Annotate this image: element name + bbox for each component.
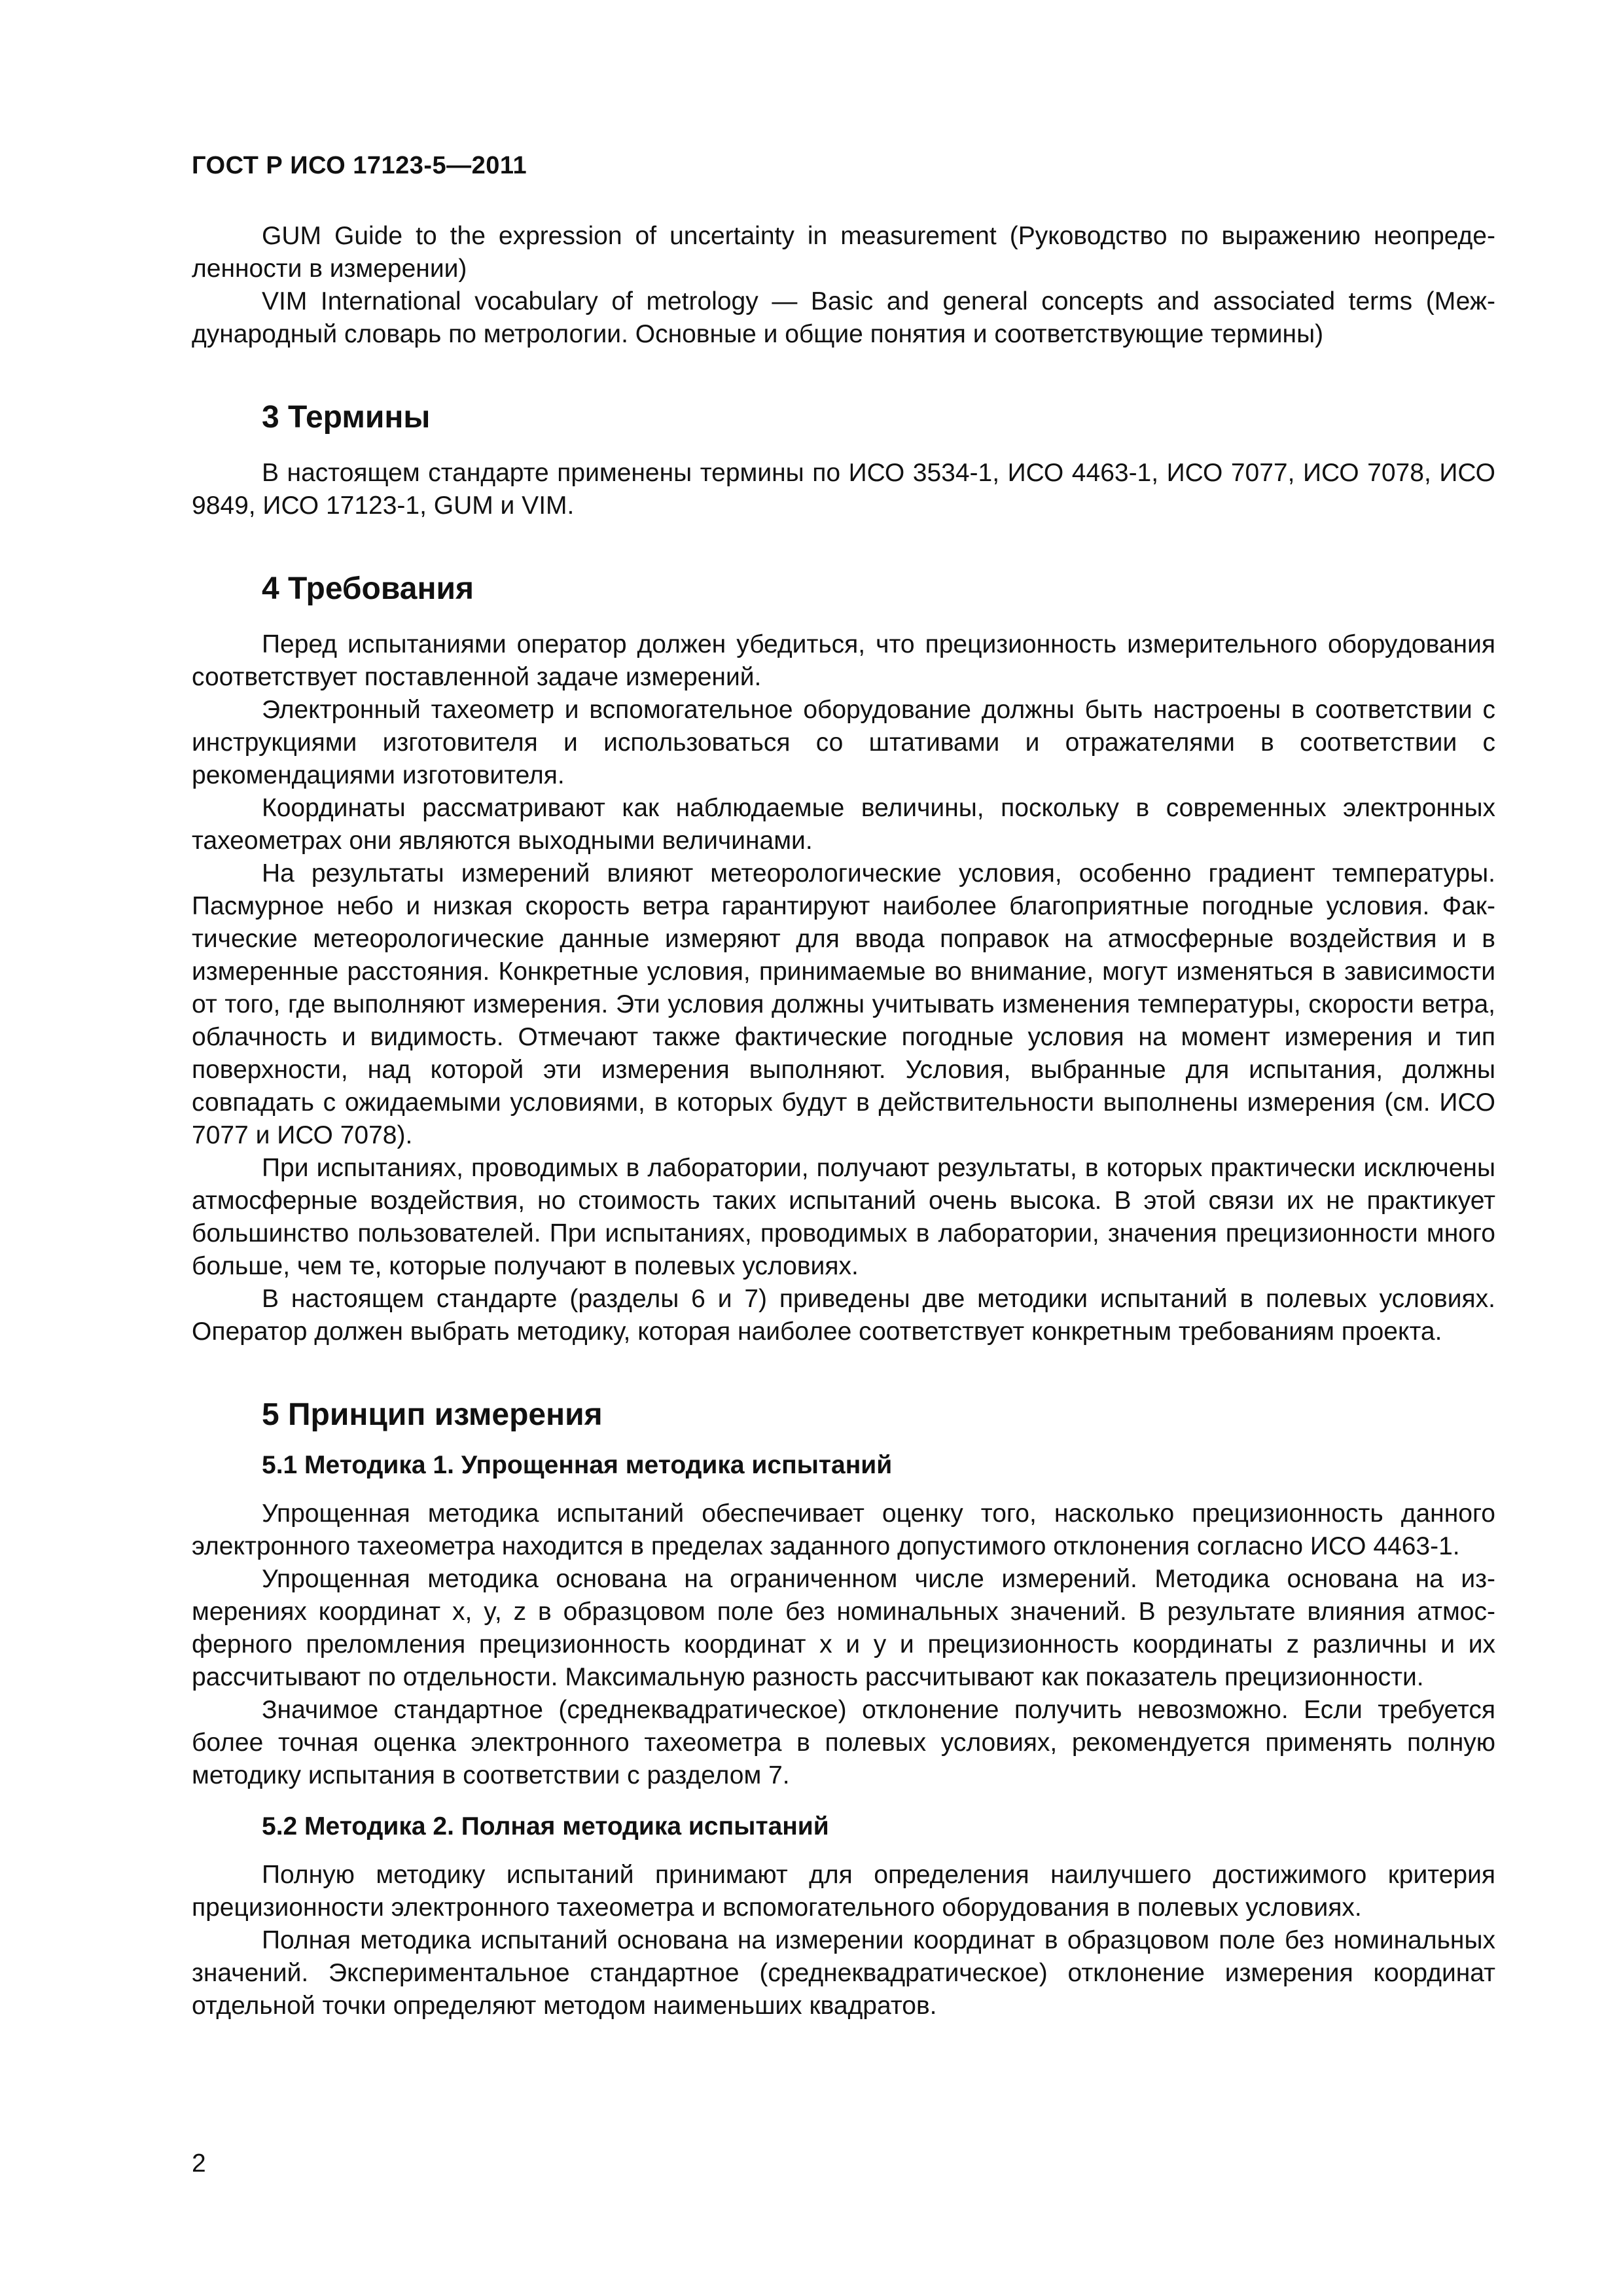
reference-gum: GUM Guide to the expression of uncertainty in measurement (Руководство по выражению неопределенности в измерении) bbox=[192, 222, 1495, 283]
section-5-2-title: 5.2 Методика 2. Полная методика испытаний bbox=[262, 1812, 829, 1840]
section-3-paragraph: В настоящем стандарте применены термины по ИСО 3534-1, ИСО 4463-1, ИСО 7077, ИСО 7078, ИСО 9849, ИСО 17123-1, GUM и VIM. bbox=[192, 459, 1495, 520]
section-5-1-title: 5.1 Методика 1. Упрощенная методика испытаний bbox=[262, 1451, 893, 1479]
section-4-paragraph: Координаты рассматривают как наблюдаемые величины, поскольку в современных электронных тахеометрах они являются выходными величинами. bbox=[192, 794, 1495, 855]
section-3-title: 3 Термины bbox=[262, 400, 431, 435]
section-5-2-paragraph: Полная методика испытаний основана на измерении координат в образцовом поле без номинальных значений. Экспериментальное стандартное (среднеквадратическое) отклонение измерения координат отдельной точки определяют методом наименьших квадратов. bbox=[192, 1926, 1495, 2020]
section-4-paragraph: На результаты измерений влияют метеорологические условия, особенно градиент температуры. Пасмурное небо и низкая скорость ветра гарантируют наиболее благоприятные погодные условия. Фактические метеорологические данные измеряют для ввода поправок на атмосферные воздействия и в измеренные расстояния. Конкретные условия, принимаемые во внимание, могут изменяться в зависимости от того, где выполняют измерения. Эти условия должны учитывать изменения температуры, скорости ветра, облачность и видимость. Отмечают также фактические погодные условия на момент измерения и тип поверхности, над которой эти измерения выполняют. Условия, выбранные для испытания, должны совпадать с ожидаемыми условиями, в которых будут в действительности выполнены измерения (см. ИСО 7077 и ИСО 7078). bbox=[192, 859, 1495, 1149]
section-5-title: 5 Принцип измерения bbox=[262, 1397, 603, 1432]
document-body bbox=[192, 220, 1495, 2022]
page-number: 2 bbox=[192, 2149, 206, 2178]
section-4-paragraph: В настоящем стандарте (разделы 6 и 7) приведены две методики испытаний в полевых условиях. Оператор должен выбрать методику, которая наиболее соответствует конкретным требованиям проекта. bbox=[192, 1285, 1495, 1346]
section-5-1-paragraph: Значимое стандартное (среднеквадратическое) отклонение получить невозможно. Если требуется более точная оценка электронного тахеометра в полевых условиях, рекомендуется применять полную методику испытания в соответствии с разделом 7. bbox=[192, 1696, 1495, 1789]
section-4-title: 4 Требования bbox=[262, 571, 474, 606]
section-4-paragraph: Перед испытаниями оператор должен убедиться, что прецизионность измерительного оборудования соответствует поставленной задаче измерений. bbox=[192, 630, 1495, 691]
section-4-paragraph: Электронный тахеометр и вспомогательное оборудование должны быть настроены в соответствии с инструкциями изготовителя и использоваться со штативами и отражателями в соответствии с рекомендациями изготовителя. bbox=[192, 696, 1495, 789]
document-code-header: ГОСТ Р ИСО 17123-5—2011 bbox=[192, 152, 527, 179]
reference-vim: VIM International vocabulary of metrology — Basic and general concepts and associated terms (Международный словарь по метрологии. Основные и общие понятия и соответствующие термины) bbox=[192, 287, 1495, 348]
section-5-2-paragraph: Полную методику испытаний принимают для определения наилучшего достижимого критерия прецизионности электронного тахеометра и вспомогательного оборудования в полевых условиях. bbox=[192, 1861, 1495, 1922]
section-5-1-paragraph: Упрощенная методика основана на ограниченном числе измерений. Методика основана на измерениях координат x, y, z в образцовом поле без номинальных значений. В результате влияния атмосферного преломления прецизионность координат x и y и прецизионность координаты z различны и их рассчитывают по отдельности. Максимальную разность рассчитывают как показатель прецизионности. bbox=[192, 1565, 1495, 1691]
section-5-1-paragraph: Упрощенная методика испытаний обеспечивает оценку того, насколько прецизионность данного электронного тахеометра находится в пределах заданного допустимого отклонения согласно ИСО 4463-1. bbox=[192, 1499, 1495, 1560]
section-4-paragraph: При испытаниях, проводимых в лаборатории, получают результаты, в которых практически исключены атмосферные воздействия, но стоимость таких испытаний очень высока. В этой связи их не практикует большинство пользователей. При испытаниях, проводимых в лаборатории, значения прецизионности много больше, чем те, которые получают в полевых условиях. bbox=[192, 1154, 1495, 1280]
